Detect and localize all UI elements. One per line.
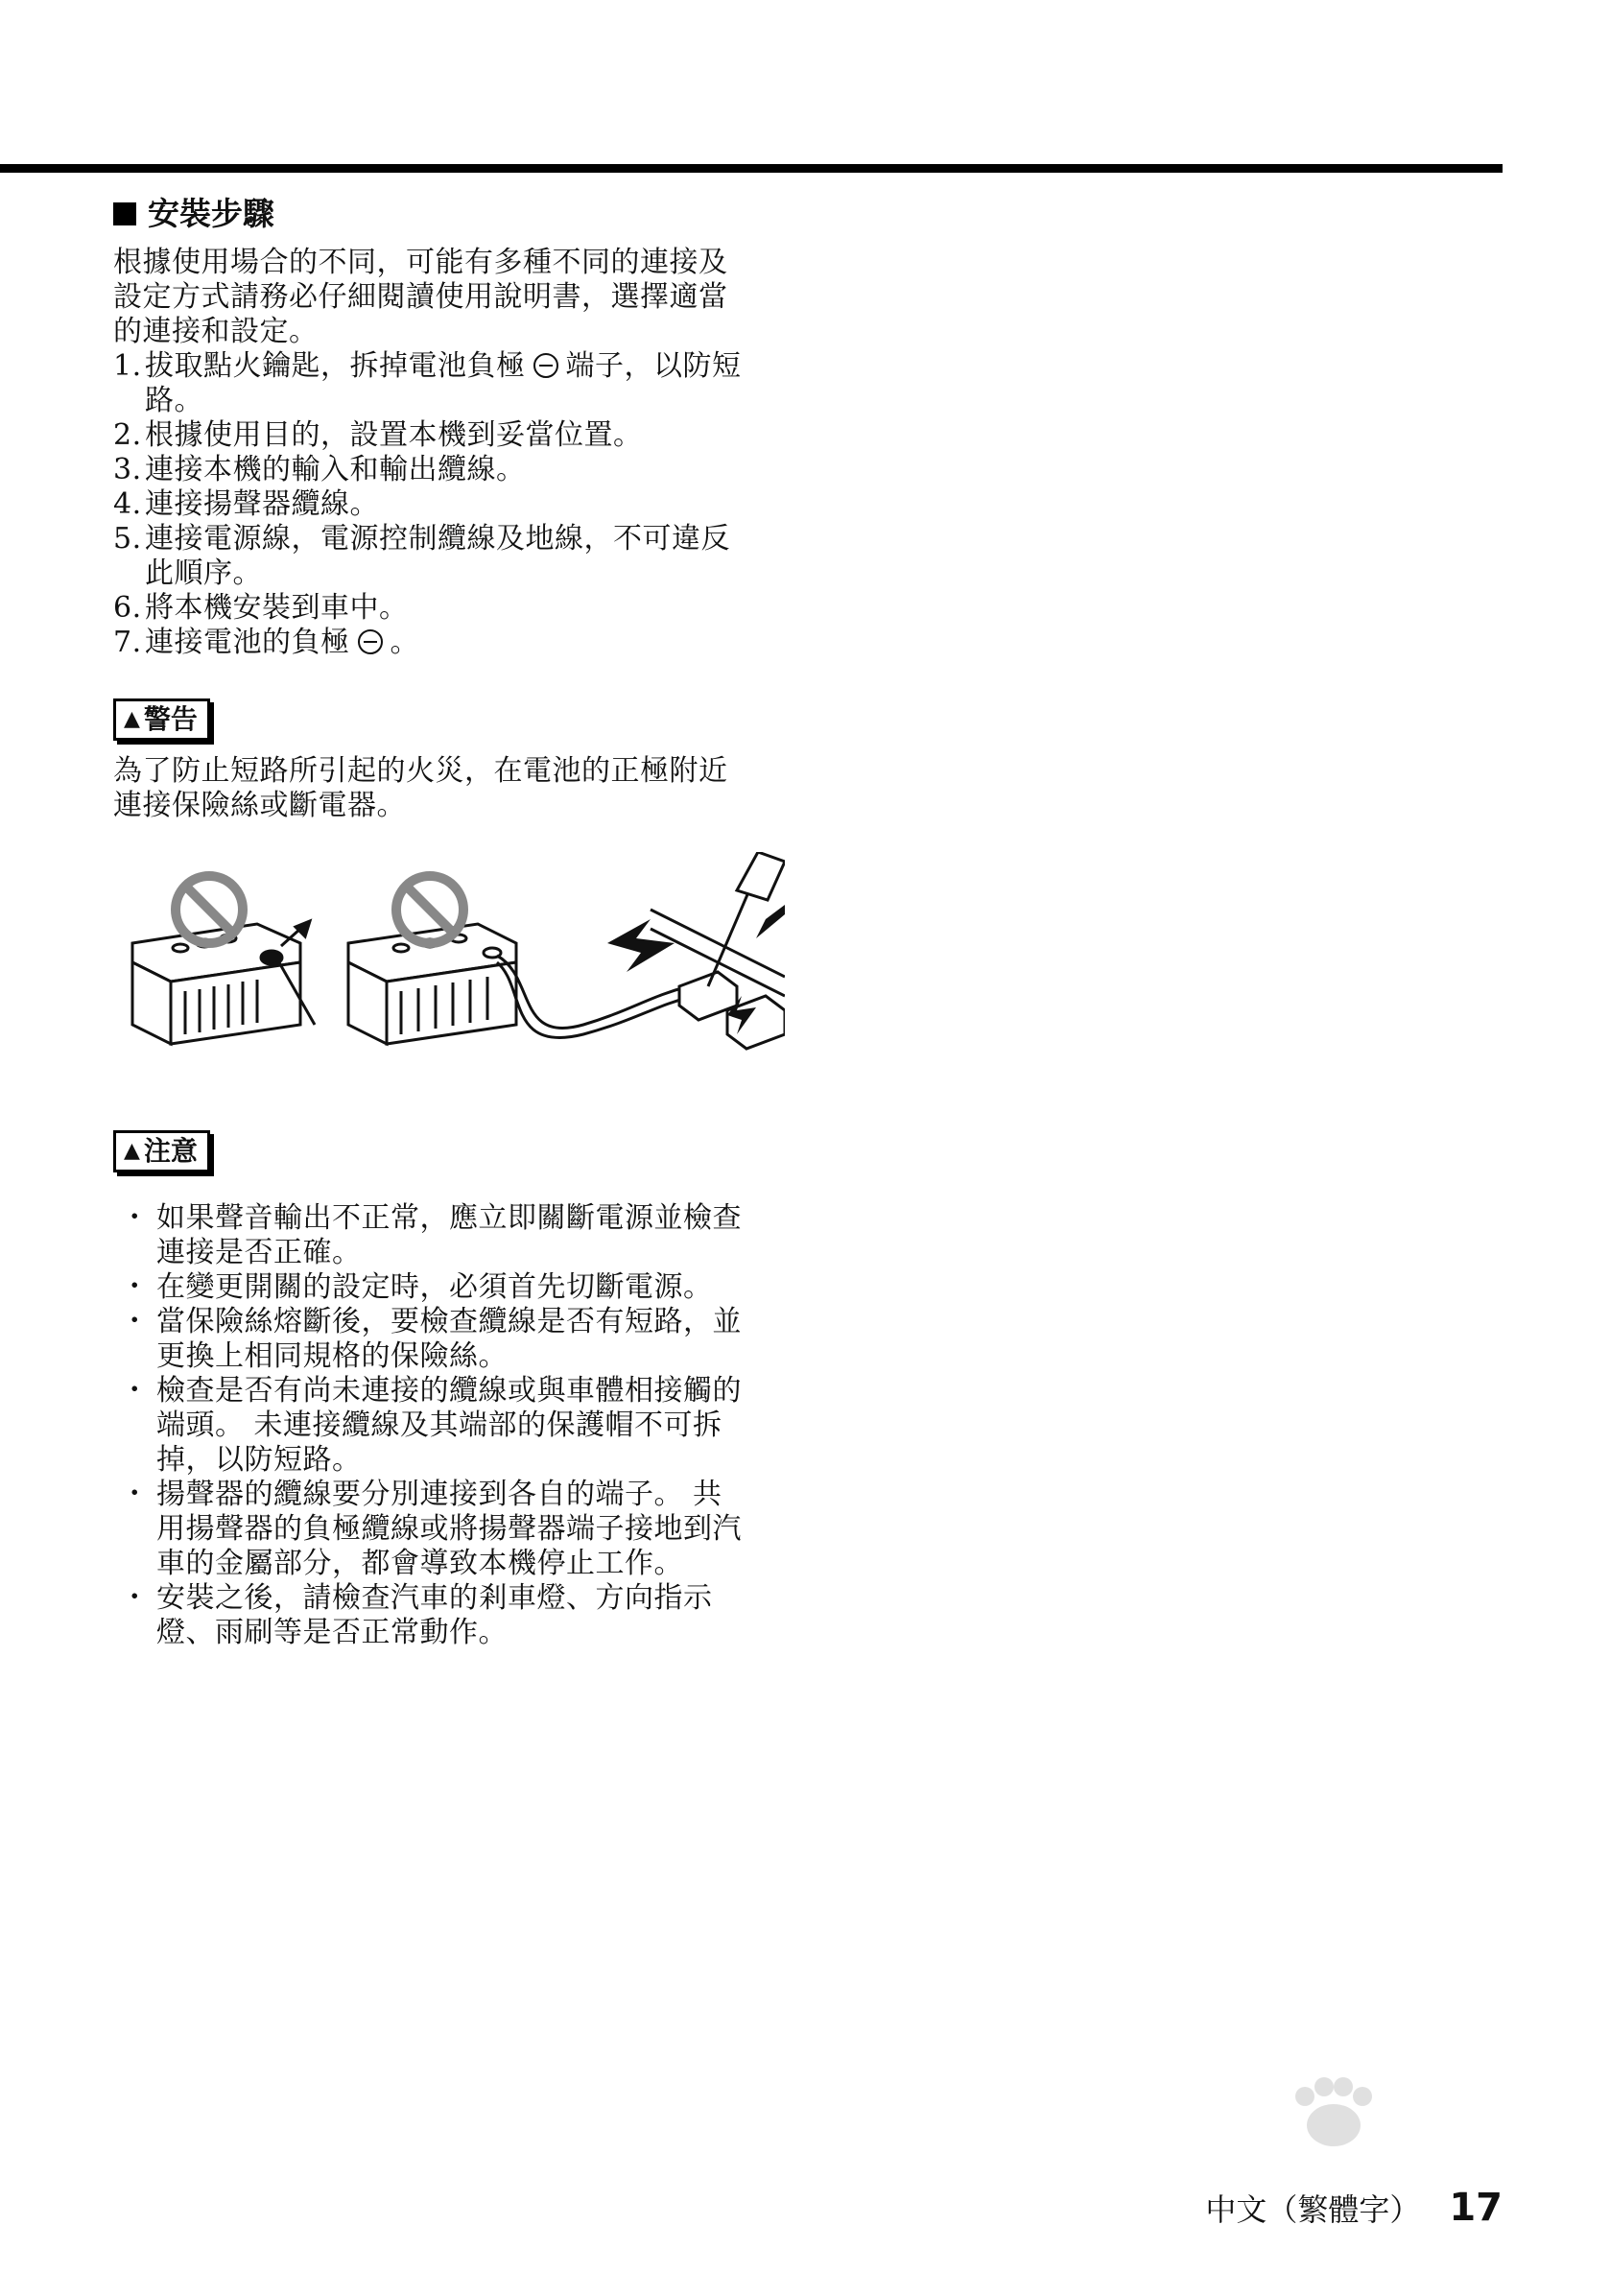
bullet-mark: ・ [120, 1374, 150, 1408]
step-text-part: 。 [390, 626, 419, 659]
footer-language: 中文（繁體字） [1205, 2191, 1421, 2228]
intro-line: 設定方式請務必仔細閱讀使用說明書，選擇適當 [113, 280, 728, 314]
step-text-cont: 路。 [145, 384, 203, 417]
page-number: 17 [1449, 2186, 1503, 2230]
bullet-mark: ・ [120, 1581, 150, 1615]
steps-list [113, 349, 785, 660]
step-number: 1. [113, 349, 142, 383]
warning-line: 為了防止短路所引起的火災，在電池的正極附近 [113, 754, 728, 788]
warning-label [113, 698, 210, 741]
caution-line: 端頭。 未連接纜線及其端部的保護帽不可拆 [156, 1408, 722, 1442]
warning-triangle-icon: ▲ [124, 1139, 140, 1163]
page-footer [1205, 2186, 1503, 2230]
step-item [113, 626, 785, 660]
caution-line: 如果聲音輸出不正常，應立即關斷電源並檢查 [156, 1201, 742, 1235]
caution-item-text [156, 1478, 742, 1581]
step-text: 連接電源線，電源控制纜線及地線，不可違反 [145, 522, 730, 556]
step-text: 將本機安裝到車中。 [145, 591, 409, 625]
step-number-spacer [113, 384, 145, 418]
step-text: 連接本機的輸入和輸出纜線。 [145, 453, 526, 486]
step-number: 4. [113, 487, 142, 521]
step-item [113, 418, 785, 453]
caution-label [113, 1130, 210, 1172]
step-text-part: 端子，以防短 [565, 349, 742, 383]
caution-item-text [156, 1305, 742, 1374]
caution-line: 連接是否正確。 [156, 1236, 362, 1269]
caution-item [113, 1581, 785, 1650]
step-number: 5. [113, 522, 142, 556]
caution-item-text [156, 1270, 713, 1305]
step-text: 根據使用目的，設置本機到妥當位置。 [145, 418, 643, 452]
step-text-part: 拔取點火鑰匙，拆掉電池負極 [145, 349, 526, 383]
step-item [113, 487, 785, 522]
caution-item-text [156, 1201, 742, 1270]
step-item [113, 522, 785, 556]
warning-label-text: 警告 [143, 703, 198, 735]
step-item [113, 556, 785, 591]
caution-item [113, 1305, 785, 1374]
step-text: 連接揚聲器纜線。 [145, 487, 379, 521]
section-title: 安裝步驟 [148, 195, 274, 232]
square-bullet-icon [113, 202, 136, 225]
step-item [113, 591, 785, 626]
step-item [113, 349, 785, 384]
caution-line: 揚聲器的纜線要分別連接到各自的端子。 共 [156, 1478, 722, 1511]
warning-triangle-icon: ▲ [124, 707, 140, 731]
step-number: 2. [113, 418, 142, 452]
caution-line: 更換上相同規格的保險絲。 [156, 1339, 508, 1373]
bullet-mark: ・ [120, 1201, 150, 1235]
intro-line: 的連接和設定。 [113, 315, 319, 348]
step-number-spacer [113, 556, 145, 591]
step-text-cont: 此順序。 [145, 556, 262, 590]
step-number: 7. [113, 626, 142, 659]
caution-item [113, 1270, 785, 1305]
caution-line: 燈、雨刷等是否正常動作。 [156, 1616, 508, 1649]
minus-terminal-icon [533, 353, 558, 378]
top-rule [0, 164, 1503, 173]
step-text [145, 626, 419, 660]
caution-line: 在變更開關的設定時，必須首先切斷電源。 [156, 1270, 713, 1304]
caution-item-text [156, 1581, 713, 1650]
bullet-mark: ・ [120, 1478, 150, 1511]
caution-line: 檢查是否有尚未連接的纜線或與車體相接觸的 [156, 1374, 742, 1408]
minus-terminal-icon [358, 629, 383, 654]
bullet-mark: ・ [120, 1270, 150, 1304]
intro-paragraph [113, 246, 785, 349]
caution-list [113, 1201, 785, 1650]
caution-item-text [156, 1374, 742, 1478]
battery-illustration [113, 852, 785, 1073]
fuse-holder [651, 852, 785, 1049]
main-column [113, 192, 785, 1650]
caution-item [113, 1374, 785, 1478]
warning-text [113, 754, 785, 823]
step-text-part: 連接電池的負極 [145, 626, 350, 659]
caution-item [113, 1201, 785, 1270]
caution-line: 用揚聲器的負極纜線或將揚聲器端子接地到汽 [156, 1512, 742, 1546]
step-text [145, 349, 742, 384]
section-heading [113, 192, 785, 236]
intro-line: 根據使用場合的不同，可能有多種不同的連接及 [113, 246, 728, 279]
caution-line: 當保險絲熔斷後，要檢查纜線是否有短路，並 [156, 1305, 742, 1338]
caution-label-text: 注意 [143, 1135, 198, 1167]
warning-line: 連接保險絲或斷電器。 [113, 789, 406, 822]
caution-line: 安裝之後，請檢查汽車的剎車燈、方向指示 [156, 1581, 713, 1615]
step-number: 3. [113, 453, 142, 486]
step-number: 6. [113, 591, 142, 625]
step-item [113, 384, 785, 418]
step-item [113, 453, 785, 487]
bullet-mark: ・ [120, 1305, 150, 1338]
battery-short-circuit-diagram [113, 852, 785, 1073]
caution-line: 車的金屬部分，都會導致本機停止工作。 [156, 1547, 683, 1580]
caution-item [113, 1478, 785, 1581]
caution-line: 掉，以防短路。 [156, 1443, 362, 1477]
